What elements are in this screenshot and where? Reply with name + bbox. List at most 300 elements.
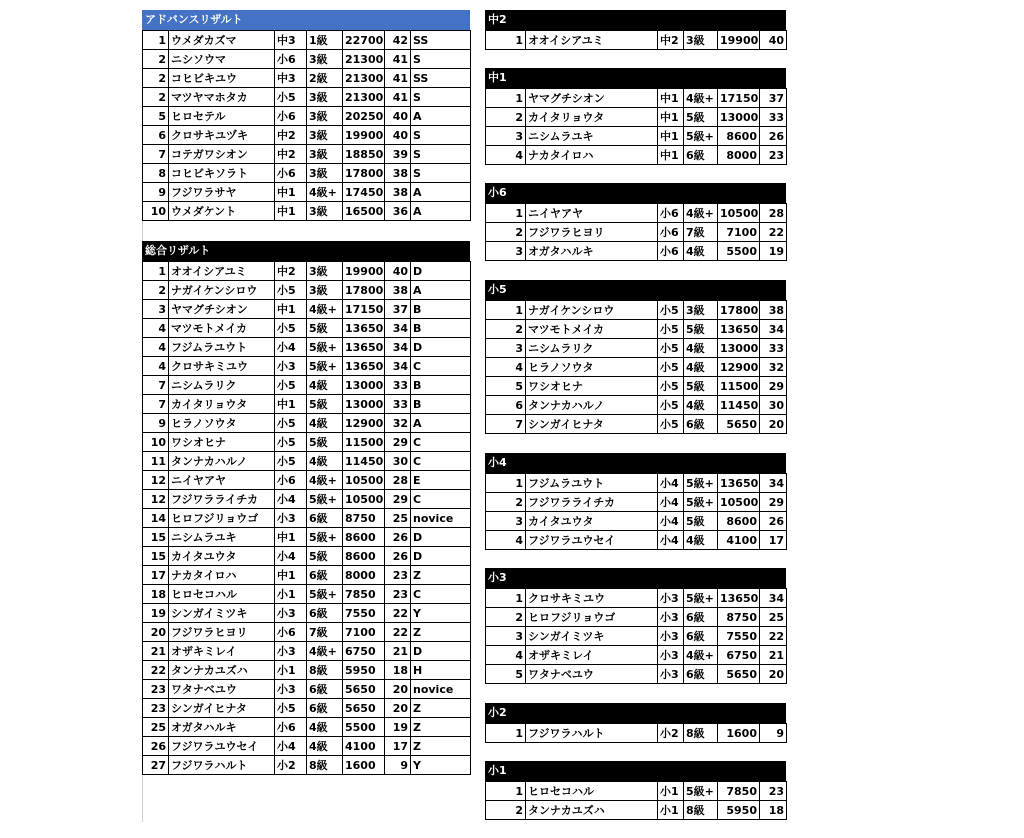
grade-cell: 小5 xyxy=(275,88,307,107)
table-row xyxy=(486,377,787,396)
class-cell: Z xyxy=(411,718,471,737)
group-table xyxy=(485,723,787,743)
table-row xyxy=(143,126,471,145)
level-cell: 8級 xyxy=(307,756,343,775)
table-row xyxy=(143,376,471,395)
points-cell: 26 xyxy=(760,512,787,531)
rank-cell: 4 xyxy=(143,319,169,338)
grade-cell: 中1 xyxy=(275,300,307,319)
points-cell: 23 xyxy=(760,146,787,165)
class-cell: S xyxy=(411,88,471,107)
score-cell: 6750 xyxy=(718,646,760,665)
points-cell: 26 xyxy=(385,547,411,566)
grade-cell: 小3 xyxy=(275,604,307,623)
level-cell: 3級 xyxy=(307,281,343,300)
score-cell: 21300 xyxy=(343,69,385,88)
name-cell: ヒラノソウタ xyxy=(169,414,275,433)
points-cell: 40 xyxy=(385,107,411,126)
rank-cell: 26 xyxy=(143,737,169,756)
level-cell: 4級 xyxy=(307,452,343,471)
score-cell: 7550 xyxy=(718,627,760,646)
level-cell: 4級 xyxy=(307,414,343,433)
name-cell: フジワラヒヨリ xyxy=(169,623,275,642)
rank-cell: 1 xyxy=(486,589,526,608)
name-cell: カイタユウタ xyxy=(526,512,658,531)
rank-cell: 3 xyxy=(486,127,526,146)
score-cell: 5500 xyxy=(718,242,760,261)
table-row xyxy=(486,724,787,743)
table-row xyxy=(486,665,787,684)
table-row xyxy=(486,801,787,820)
class-cell: SS xyxy=(411,31,471,50)
table-row xyxy=(486,396,787,415)
table-row xyxy=(486,415,787,434)
level-cell: 3級 xyxy=(307,126,343,145)
score-cell: 17150 xyxy=(343,300,385,319)
name-cell: ナガイケンシロウ xyxy=(169,281,275,300)
grade-cell: 小3 xyxy=(658,627,684,646)
class-cell: A xyxy=(411,107,471,126)
level-cell: 4級 xyxy=(307,718,343,737)
level-cell: 5級+ xyxy=(307,585,343,604)
group-title: 小1 xyxy=(485,761,786,781)
level-cell: 4級+ xyxy=(684,89,718,108)
rank-cell: 5 xyxy=(143,107,169,126)
advanced-result-title: アドバンスリザルト xyxy=(142,10,470,30)
table-row xyxy=(143,145,471,164)
score-cell: 13650 xyxy=(343,357,385,376)
group-table xyxy=(485,588,787,684)
name-cell: フジワラユウセイ xyxy=(169,737,275,756)
class-cell: D xyxy=(411,547,471,566)
score-cell: 19900 xyxy=(343,262,385,281)
level-cell: 5級+ xyxy=(307,338,343,357)
points-cell: 26 xyxy=(385,528,411,547)
grade-cell: 小2 xyxy=(275,756,307,775)
score-cell: 7100 xyxy=(343,623,385,642)
rank-cell: 12 xyxy=(143,490,169,509)
class-cell: C xyxy=(411,452,471,471)
grade-cell: 小6 xyxy=(658,242,684,261)
grade-cell: 小5 xyxy=(275,433,307,452)
name-cell: ニシムラリク xyxy=(169,376,275,395)
name-cell: ニイヤアヤ xyxy=(169,471,275,490)
points-cell: 22 xyxy=(760,627,787,646)
rank-cell: 2 xyxy=(486,608,526,627)
points-cell: 37 xyxy=(760,89,787,108)
score-cell: 5650 xyxy=(718,415,760,434)
class-cell: D xyxy=(411,338,471,357)
table-row xyxy=(143,319,471,338)
name-cell: カイタリョウタ xyxy=(169,395,275,414)
table-row xyxy=(143,737,471,756)
advanced-result-section xyxy=(142,10,470,221)
level-cell: 5級 xyxy=(684,108,718,127)
rank-cell: 7 xyxy=(143,376,169,395)
grade-cell: 小3 xyxy=(275,680,307,699)
table-row xyxy=(143,107,471,126)
rank-cell: 4 xyxy=(143,338,169,357)
grade-cell: 中2 xyxy=(658,31,684,50)
level-cell: 4級 xyxy=(684,339,718,358)
name-cell: ヒロフジリョウゴ xyxy=(526,608,658,627)
grade-cell: 中1 xyxy=(275,183,307,202)
points-cell: 29 xyxy=(385,433,411,452)
points-cell: 39 xyxy=(385,145,411,164)
class-cell: B xyxy=(411,395,471,414)
points-cell: 38 xyxy=(385,183,411,202)
score-cell: 16500 xyxy=(343,202,385,221)
name-cell: マツヤマホタカ xyxy=(169,88,275,107)
name-cell: フジワラハルト xyxy=(526,724,658,743)
name-cell: ヒロセコハル xyxy=(526,782,658,801)
score-cell: 12900 xyxy=(343,414,385,433)
grade-cell: 小5 xyxy=(658,320,684,339)
level-cell: 4級 xyxy=(684,531,718,550)
class-cell: Z xyxy=(411,737,471,756)
table-row xyxy=(143,756,471,775)
rank-cell: 2 xyxy=(143,88,169,107)
table-row xyxy=(486,474,787,493)
group-title: 中1 xyxy=(485,68,786,88)
class-cell: S xyxy=(411,164,471,183)
score-cell: 10500 xyxy=(343,490,385,509)
name-cell: フジワラヒヨリ xyxy=(526,223,658,242)
level-cell: 5級 xyxy=(307,395,343,414)
level-cell: 3級 xyxy=(307,88,343,107)
name-cell: カイタリョウタ xyxy=(526,108,658,127)
name-cell: カイタユウタ xyxy=(169,547,275,566)
grade-cell: 中1 xyxy=(275,202,307,221)
grade-cell: 小2 xyxy=(658,724,684,743)
rank-cell: 1 xyxy=(486,89,526,108)
score-cell: 8600 xyxy=(718,127,760,146)
grade-cell: 小5 xyxy=(275,452,307,471)
table-row xyxy=(143,661,471,680)
level-cell: 4級+ xyxy=(684,646,718,665)
level-cell: 8級 xyxy=(307,661,343,680)
score-cell: 10500 xyxy=(718,204,760,223)
grade-cell: 中1 xyxy=(658,146,684,165)
level-cell: 4級+ xyxy=(307,642,343,661)
grade-cell: 小5 xyxy=(275,319,307,338)
table-row xyxy=(143,69,471,88)
table-row xyxy=(143,31,471,50)
level-cell: 5級+ xyxy=(684,474,718,493)
score-cell: 21300 xyxy=(343,88,385,107)
name-cell: ヤマグチシオン xyxy=(526,89,658,108)
table-row xyxy=(143,433,471,452)
class-cell: E xyxy=(411,471,471,490)
points-cell: 37 xyxy=(385,300,411,319)
name-cell: ヤマグチシオン xyxy=(169,300,275,319)
name-cell: オオイシアユミ xyxy=(169,262,275,281)
name-cell: シンガイミツキ xyxy=(169,604,275,623)
score-cell: 13650 xyxy=(343,319,385,338)
points-cell: 29 xyxy=(385,490,411,509)
class-cell: Z xyxy=(411,623,471,642)
score-cell: 11450 xyxy=(343,452,385,471)
group-title: 小3 xyxy=(485,568,786,588)
group-section-7 xyxy=(485,761,786,820)
points-cell: 38 xyxy=(385,281,411,300)
level-cell: 6級 xyxy=(684,665,718,684)
points-cell: 40 xyxy=(385,126,411,145)
name-cell: クロサキユヅキ xyxy=(169,126,275,145)
overall-result-table xyxy=(142,261,471,775)
level-cell: 6級 xyxy=(307,509,343,528)
level-cell: 5級+ xyxy=(307,357,343,376)
points-cell: 34 xyxy=(760,474,787,493)
score-cell: 21300 xyxy=(343,50,385,69)
class-cell: C xyxy=(411,433,471,452)
grade-cell: 中2 xyxy=(275,145,307,164)
group-title: 小4 xyxy=(485,453,786,473)
score-cell: 13000 xyxy=(718,108,760,127)
points-cell: 21 xyxy=(385,642,411,661)
table-row xyxy=(486,31,787,50)
name-cell: コヒビキユウ xyxy=(169,69,275,88)
rank-cell: 19 xyxy=(143,604,169,623)
rank-cell: 2 xyxy=(143,69,169,88)
score-cell: 19900 xyxy=(718,31,760,50)
rank-cell: 1 xyxy=(486,724,526,743)
score-cell: 11500 xyxy=(343,433,385,452)
class-cell: Z xyxy=(411,566,471,585)
points-cell: 34 xyxy=(760,320,787,339)
class-cell: SS xyxy=(411,69,471,88)
level-cell: 6級 xyxy=(307,566,343,585)
table-row xyxy=(486,223,787,242)
level-cell: 8級 xyxy=(684,724,718,743)
table-row xyxy=(486,608,787,627)
table-row xyxy=(486,589,787,608)
class-cell: C xyxy=(411,357,471,376)
grade-cell: 小5 xyxy=(658,301,684,320)
table-row xyxy=(486,242,787,261)
table-row xyxy=(486,339,787,358)
level-cell: 5級+ xyxy=(684,589,718,608)
points-cell: 40 xyxy=(760,31,787,50)
level-cell: 5級+ xyxy=(684,493,718,512)
class-cell: C xyxy=(411,585,471,604)
level-cell: 3級 xyxy=(307,50,343,69)
rank-cell: 1 xyxy=(486,31,526,50)
points-cell: 20 xyxy=(385,680,411,699)
score-cell: 13000 xyxy=(718,339,760,358)
score-cell: 1600 xyxy=(718,724,760,743)
table-row xyxy=(486,512,787,531)
level-cell: 5級 xyxy=(684,512,718,531)
advanced-result-table xyxy=(142,30,471,221)
table-row xyxy=(143,88,471,107)
grade-cell: 小3 xyxy=(275,642,307,661)
points-cell: 30 xyxy=(385,452,411,471)
name-cell: ヒロセテル xyxy=(169,107,275,126)
name-cell: ウメダケント xyxy=(169,202,275,221)
score-cell: 8000 xyxy=(343,566,385,585)
grade-cell: 小6 xyxy=(658,204,684,223)
rank-cell: 2 xyxy=(143,50,169,69)
name-cell: クロサキミユウ xyxy=(526,589,658,608)
grade-cell: 中1 xyxy=(275,566,307,585)
level-cell: 4級 xyxy=(684,396,718,415)
rank-cell: 2 xyxy=(486,108,526,127)
rank-cell: 4 xyxy=(486,146,526,165)
rank-cell: 15 xyxy=(143,528,169,547)
rank-cell: 1 xyxy=(486,301,526,320)
points-cell: 20 xyxy=(760,665,787,684)
name-cell: フジワラハルト xyxy=(169,756,275,775)
table-row xyxy=(143,509,471,528)
level-cell: 5級 xyxy=(307,547,343,566)
group-title: 小6 xyxy=(485,183,786,203)
name-cell: シンガイヒナタ xyxy=(526,415,658,434)
grade-cell: 小6 xyxy=(275,623,307,642)
points-cell: 20 xyxy=(760,415,787,434)
level-cell: 6級 xyxy=(684,608,718,627)
rank-cell: 4 xyxy=(486,358,526,377)
points-cell: 28 xyxy=(760,204,787,223)
name-cell: タンナカハルノ xyxy=(169,452,275,471)
points-cell: 20 xyxy=(385,699,411,718)
table-row xyxy=(143,395,471,414)
table-row xyxy=(486,493,787,512)
name-cell: ニシムラユキ xyxy=(169,528,275,547)
points-cell: 33 xyxy=(385,395,411,414)
table-row xyxy=(143,183,471,202)
rank-cell: 7 xyxy=(143,395,169,414)
name-cell: フジワラライチカ xyxy=(169,490,275,509)
score-cell: 13650 xyxy=(718,320,760,339)
name-cell: タンナカユズハ xyxy=(169,661,275,680)
level-cell: 7級 xyxy=(684,223,718,242)
points-cell: 41 xyxy=(385,88,411,107)
points-cell: 9 xyxy=(385,756,411,775)
grade-cell: 小1 xyxy=(658,782,684,801)
rank-cell: 5 xyxy=(486,377,526,396)
name-cell: ヒラノソウタ xyxy=(526,358,658,377)
points-cell: 22 xyxy=(385,604,411,623)
name-cell: タンナカハルノ xyxy=(526,396,658,415)
group-title: 中2 xyxy=(485,10,786,30)
name-cell: ニイヤアヤ xyxy=(526,204,658,223)
table-row xyxy=(486,146,787,165)
table-row xyxy=(143,699,471,718)
table-row xyxy=(143,490,471,509)
name-cell: ニシソウマ xyxy=(169,50,275,69)
grade-cell: 小5 xyxy=(275,376,307,395)
score-cell: 17800 xyxy=(718,301,760,320)
points-cell: 17 xyxy=(385,737,411,756)
group-table xyxy=(485,781,787,820)
level-cell: 6級 xyxy=(684,415,718,434)
rank-cell: 6 xyxy=(143,126,169,145)
table-row xyxy=(143,680,471,699)
name-cell: ワシオヒナ xyxy=(169,433,275,452)
score-cell: 7100 xyxy=(718,223,760,242)
table-row xyxy=(143,566,471,585)
rank-cell: 1 xyxy=(486,204,526,223)
points-cell: 18 xyxy=(385,661,411,680)
level-cell: 4級 xyxy=(684,358,718,377)
level-cell: 6級 xyxy=(684,146,718,165)
overall-result-section xyxy=(142,241,470,775)
grade-cell: 小1 xyxy=(658,801,684,820)
points-cell: 40 xyxy=(385,262,411,281)
name-cell: ワシオヒナ xyxy=(526,377,658,396)
rank-cell: 23 xyxy=(143,699,169,718)
score-cell: 7850 xyxy=(343,585,385,604)
class-cell: A xyxy=(411,202,471,221)
rank-cell: 1 xyxy=(143,31,169,50)
points-cell: 34 xyxy=(385,319,411,338)
table-row xyxy=(486,204,787,223)
score-cell: 8000 xyxy=(718,146,760,165)
name-cell: オガタハルキ xyxy=(169,718,275,737)
grade-cell: 小3 xyxy=(275,357,307,376)
table-row xyxy=(143,281,471,300)
points-cell: 33 xyxy=(760,108,787,127)
score-cell: 11500 xyxy=(718,377,760,396)
name-cell: ナガイケンシロウ xyxy=(526,301,658,320)
table-row xyxy=(143,642,471,661)
grade-cell: 小4 xyxy=(658,493,684,512)
table-row xyxy=(486,89,787,108)
rank-cell: 1 xyxy=(486,782,526,801)
name-cell: オザキミレイ xyxy=(169,642,275,661)
group-title: 小5 xyxy=(485,280,786,300)
grade-cell: 小4 xyxy=(275,547,307,566)
level-cell: 3級 xyxy=(307,164,343,183)
score-cell: 12900 xyxy=(718,358,760,377)
table-row xyxy=(486,358,787,377)
points-cell: 42 xyxy=(385,31,411,50)
name-cell: ワタナベユウ xyxy=(526,665,658,684)
grade-cell: 小4 xyxy=(275,737,307,756)
score-cell: 7550 xyxy=(343,604,385,623)
rank-cell: 1 xyxy=(143,262,169,281)
name-cell: フジワラライチカ xyxy=(526,493,658,512)
rank-cell: 12 xyxy=(143,471,169,490)
rank-cell: 22 xyxy=(143,661,169,680)
score-cell: 5650 xyxy=(343,680,385,699)
rank-cell: 2 xyxy=(486,320,526,339)
level-cell: 4級 xyxy=(307,376,343,395)
score-cell: 17150 xyxy=(718,89,760,108)
score-cell: 5650 xyxy=(718,665,760,684)
points-cell: 26 xyxy=(760,127,787,146)
points-cell: 23 xyxy=(385,585,411,604)
points-cell: 25 xyxy=(760,608,787,627)
score-cell: 17800 xyxy=(343,164,385,183)
class-cell: S xyxy=(411,50,471,69)
rank-cell: 3 xyxy=(143,300,169,319)
overall-result-title: 総合リザルト xyxy=(142,241,470,261)
level-cell: 4級 xyxy=(684,242,718,261)
table-row xyxy=(486,627,787,646)
grade-cell: 小3 xyxy=(658,646,684,665)
name-cell: フジワラサヤ xyxy=(169,183,275,202)
rank-cell: 8 xyxy=(143,164,169,183)
level-cell: 4級 xyxy=(307,737,343,756)
rank-cell: 23 xyxy=(143,680,169,699)
level-cell: 6級 xyxy=(684,627,718,646)
name-cell: ワタナベユウ xyxy=(169,680,275,699)
table-row xyxy=(143,471,471,490)
group-section-4 xyxy=(485,453,786,550)
table-row xyxy=(143,452,471,471)
